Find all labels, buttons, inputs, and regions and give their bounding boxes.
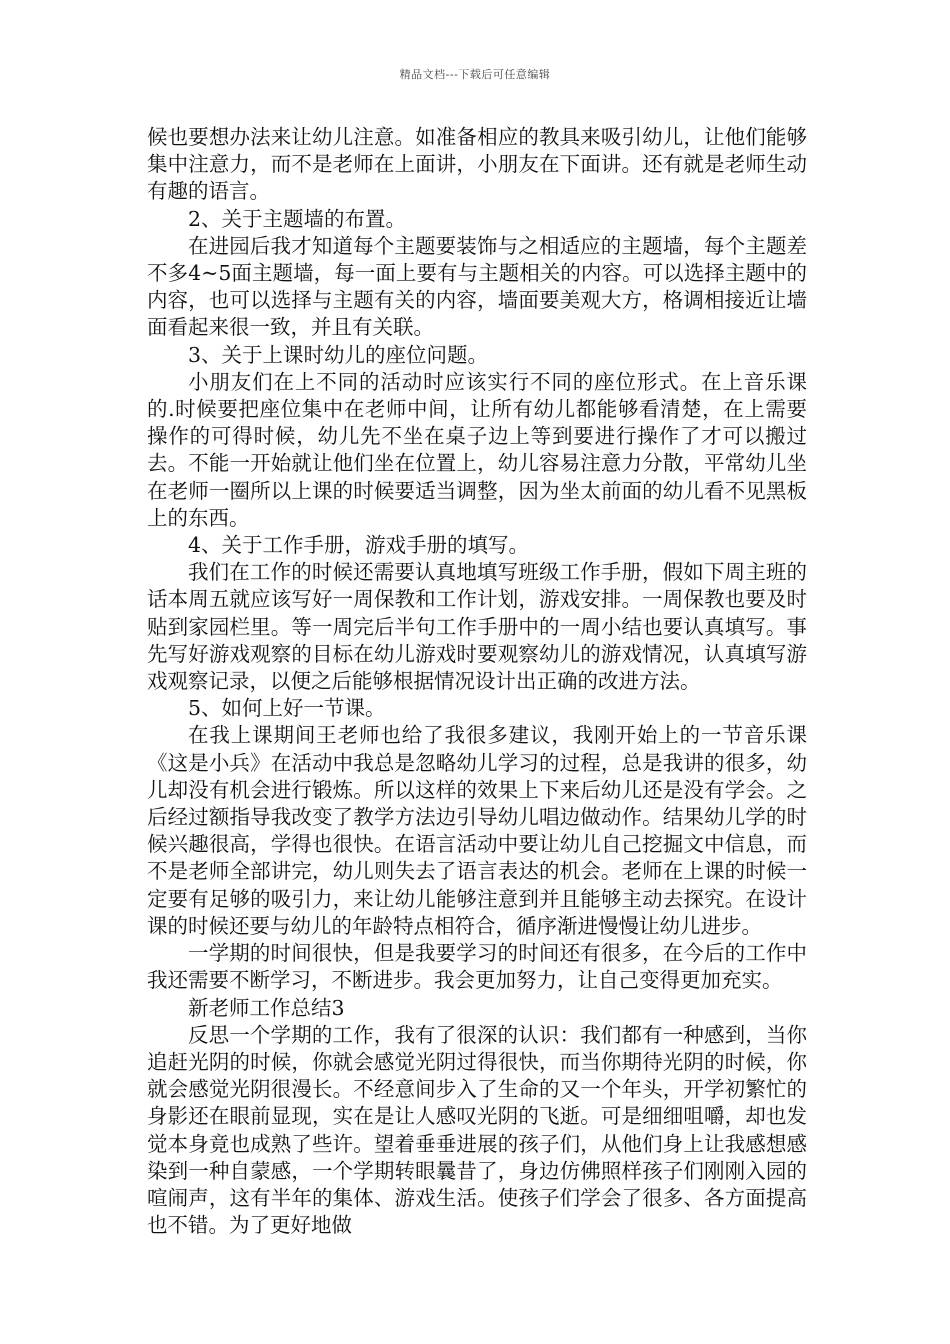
section-heading: 3、关于上课时幼儿的座位问题。	[188, 342, 489, 367]
paragraph: 一学期的时间很快，但是我要学习的时间还有很多，在今后的工作中我还需要不断学习，不断进步。我会更加努力，让自己变得更加充实。	[147, 941, 807, 993]
paragraph: 在进园后我才知道每个主题要装饰与之相适应的主题墙，每个主题差不多4~5面主题墙，每一面上要有与主题相关的内容。可以选择主题中的内容，也可以选择与主题有关的内容，墙面要美观大方，格调相接近让墙面看起来很一致，并且有关联。	[147, 233, 807, 340]
section-heading: 2、关于主题墙的布置。	[188, 206, 407, 231]
section-heading: 5、如何上好一节课。	[188, 696, 386, 721]
paragraph: 小朋友们在上不同的活动时应该实行不同的座位形式。在上音乐课的.时候要把座位集中在老师中间，让所有幼儿都能够看清楚，在上需要操作的可得时候，幼儿先不坐在桌子边上等到要进行操作了才可以搬过去。不能一开始就让他们坐在位置上，幼儿容易注意力分散，平常幼儿坐在老师一圈所以上课的时候要适当调整，因为坐太前面的幼儿看不见黑板上的东西。	[147, 369, 807, 530]
paragraph: 反思一个学期的工作，我有了很深的认识：我们都有一种感到，当你追赶光阴的时候，你就会感觉光阴过得很快，而当你期待光阴的时候，你就会感觉光阴很漫长。不经意间步入了生命的又一个年头，开学初繁忙的身影还在眼前显现，实在是让人感叹光阴的飞逝。可是细细咀嚼，却也发觉本身竟也成熟了些许。望着垂垂进展的孩子们，从他们身上让我感想感染到一种自蒙感，一个学期转眼曩昔了，身边仿佛照样孩子们刚刚入园的喧闹声，这有半年的集体、游戏生活。使孩子们学会了很多、各方面提高也不错。为了更好地做	[147, 1022, 807, 1238]
paragraph: 我们在工作的时候还需要认真地填写班级工作手册，假如下周主班的话本周五就应该写好一周保教和工作计划，游戏安排。一周保教也要及时贴到家园栏里。等一周完后半句工作手册中的一周小结也要认真填写。事先写好游戏观察的目标在幼儿游戏时要观察幼儿的游戏情况，认真填写游戏观察记录，以便之后能够根据情况设计出正确的改进方法。	[147, 560, 807, 694]
section-heading: 4、关于工作手册，游戏手册的填写。	[188, 533, 530, 558]
page-header: 精品文档---下载后可任意编辑	[399, 68, 551, 81]
paragraph: 在我上课期间王老师也给了我很多建议，我刚开始上的一节音乐课《这是小兵》在活动中我总是忽略幼儿学习的过程，总是我讲的很多，幼儿却没有机会进行锻炼。所以这样的效果上下来后幼儿还是没有学会。之后经过额指导我改变了教学方法边引导幼儿唱边做动作。结果幼儿学的时候兴趣很高，学得也很快。在语言活动中要让幼儿自己挖掘文中信息，而不是老师全部讲完，幼儿则失去了语言表达的机会。老师在上课的时候一定要有足够的吸引力，来让幼儿能够注意到并且能够主动去探究。在设计课的时候还要与幼儿的年龄特点相符合，循序渐进慢慢让幼儿进步。	[147, 723, 807, 938]
paragraph: 候也要想办法来让幼儿注意。如准备相应的教具来吸引幼儿，让他们能够集中注意力，而不是老师在上面讲，小朋友在下面讲。还有就是老师生动有趣的语言。	[147, 125, 807, 204]
article-title: 新老师工作总结3	[188, 995, 345, 1020]
document-body	[147, 124, 807, 1239]
